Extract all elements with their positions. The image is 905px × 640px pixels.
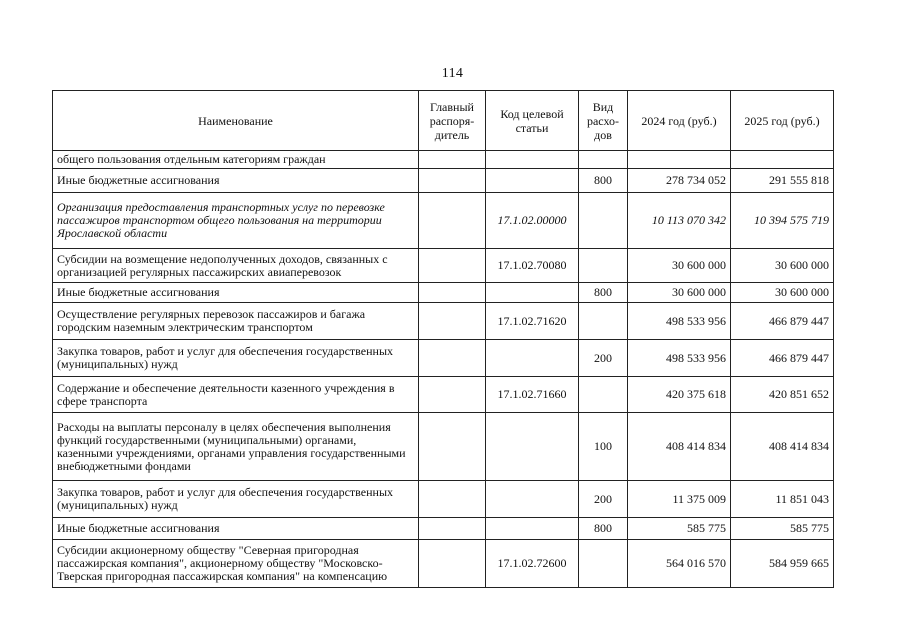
row-name: Осуществление регулярных перевозок пассажиров и багажа городским наземным электрическим транспортом: [53, 303, 419, 340]
table-body: [53, 151, 834, 588]
row-amount-2025: 291 555 818: [731, 169, 834, 193]
row-expense-type: [579, 151, 628, 169]
row-main-manager: [419, 518, 486, 540]
row-amount-2025: 408 414 834: [731, 413, 834, 481]
row-target-code: [486, 413, 579, 481]
row-amount-2024: 30 600 000: [628, 249, 731, 283]
row-expense-type: 800: [579, 169, 628, 193]
row-target-code: 17.1.02.71660: [486, 377, 579, 413]
row-target-code: 17.1.02.72600: [486, 540, 579, 588]
row-target-code: [486, 283, 579, 303]
row-name: общего пользования отдельным категориям граждан: [53, 151, 419, 169]
row-amount-2025: 420 851 652: [731, 377, 834, 413]
table-row: [53, 340, 834, 377]
page-number: 114: [441, 66, 464, 81]
row-main-manager: [419, 413, 486, 481]
header-year-2025: 2025 год (руб.): [731, 91, 834, 151]
row-amount-2025: [731, 151, 834, 169]
table-row: [53, 193, 834, 249]
row-name: Иные бюджетные ассигнования: [53, 169, 419, 193]
row-amount-2024: 498 533 956: [628, 303, 731, 340]
row-amount-2024: 30 600 000: [628, 283, 731, 303]
row-expense-type: [579, 249, 628, 283]
row-main-manager: [419, 249, 486, 283]
row-amount-2024: 10 113 070 342: [628, 193, 731, 249]
row-amount-2024: [628, 151, 731, 169]
header-target-code: Код целевой статьи: [486, 91, 579, 151]
row-target-code: [486, 518, 579, 540]
row-target-code: 17.1.02.70080: [486, 249, 579, 283]
table-row: [53, 518, 834, 540]
row-main-manager: [419, 193, 486, 249]
table-row: [53, 169, 834, 193]
row-target-code: [486, 340, 579, 377]
row-name: Организация предоставления транспортных услуг по перевозке пассажиров транспортом общего пользования на территории Ярославской области: [53, 193, 419, 249]
row-amount-2025: 585 775: [731, 518, 834, 540]
row-amount-2024: 278 734 052: [628, 169, 731, 193]
row-target-code: [486, 169, 579, 193]
row-amount-2025: 11 851 043: [731, 481, 834, 518]
row-target-code: 17.1.02.00000: [486, 193, 579, 249]
row-name: Содержание и обеспечение деятельности казенного учреждения в сфере транспорта: [53, 377, 419, 413]
row-expense-type: [579, 377, 628, 413]
row-expense-type: 800: [579, 518, 628, 540]
row-expense-type: [579, 193, 628, 249]
table-row: [53, 540, 834, 588]
row-target-code: [486, 481, 579, 518]
row-main-manager: [419, 303, 486, 340]
header-year-2024: 2024 год (руб.): [628, 91, 731, 151]
header-expense-type: Вид расхо-дов: [579, 91, 628, 151]
row-main-manager: [419, 540, 486, 588]
row-expense-type: 200: [579, 481, 628, 518]
row-amount-2024: 420 375 618: [628, 377, 731, 413]
row-expense-type: [579, 540, 628, 588]
table-row: [53, 283, 834, 303]
row-target-code: 17.1.02.71620: [486, 303, 579, 340]
row-amount-2025: 466 879 447: [731, 303, 834, 340]
row-name: Расходы на выплаты персоналу в целях обеспечения выполнения функций государственными (муниципальными) органами, казенными учреждениями, органами управления государственными внебюджетными фондами: [53, 413, 419, 481]
row-amount-2024: 585 775: [628, 518, 731, 540]
row-main-manager: [419, 377, 486, 413]
row-name: Закупка товаров, работ и услуг для обеспечения государственных (муниципальных) нужд: [53, 340, 419, 377]
row-name: Субсидии на возмещение недополученных доходов, связанных с организацией регулярных пассажирских авиаперевозок: [53, 249, 419, 283]
row-expense-type: 800: [579, 283, 628, 303]
table-row: [53, 377, 834, 413]
row-main-manager: [419, 283, 486, 303]
row-name: Закупка товаров, работ и услуг для обеспечения государственных (муниципальных) нужд: [53, 481, 419, 518]
header-main-manager: Главный распоря-дитель: [419, 91, 486, 151]
table-header: [53, 91, 834, 151]
table-row: [53, 151, 834, 169]
row-amount-2024: 564 016 570: [628, 540, 731, 588]
row-target-code: [486, 151, 579, 169]
row-main-manager: [419, 481, 486, 518]
row-amount-2025: 10 394 575 719: [731, 193, 834, 249]
row-amount-2024: 498 533 956: [628, 340, 731, 377]
table-row: [53, 303, 834, 340]
row-amount-2025: 30 600 000: [731, 249, 834, 283]
table-row: [53, 249, 834, 283]
row-name: Иные бюджетные ассигнования: [53, 283, 419, 303]
row-main-manager: [419, 169, 486, 193]
row-main-manager: [419, 151, 486, 169]
row-main-manager: [419, 340, 486, 377]
row-expense-type: 100: [579, 413, 628, 481]
row-amount-2024: 408 414 834: [628, 413, 731, 481]
row-expense-type: [579, 303, 628, 340]
row-amount-2025: 30 600 000: [731, 283, 834, 303]
row-amount-2025: 466 879 447: [731, 340, 834, 377]
row-name: Субсидии акционерному обществу "Северная пригородная пассажирская компания", акционерному обществу "Московско-Тверская пригородная пассажирская компания" на компенсацию: [53, 540, 419, 588]
row-expense-type: 200: [579, 340, 628, 377]
row-amount-2025: 584 959 665: [731, 540, 834, 588]
table-row: [53, 413, 834, 481]
row-name: Иные бюджетные ассигнования: [53, 518, 419, 540]
row-amount-2024: 11 375 009: [628, 481, 731, 518]
budget-table: [52, 90, 834, 588]
table-row: [53, 481, 834, 518]
header-name: Наименование: [53, 91, 419, 151]
